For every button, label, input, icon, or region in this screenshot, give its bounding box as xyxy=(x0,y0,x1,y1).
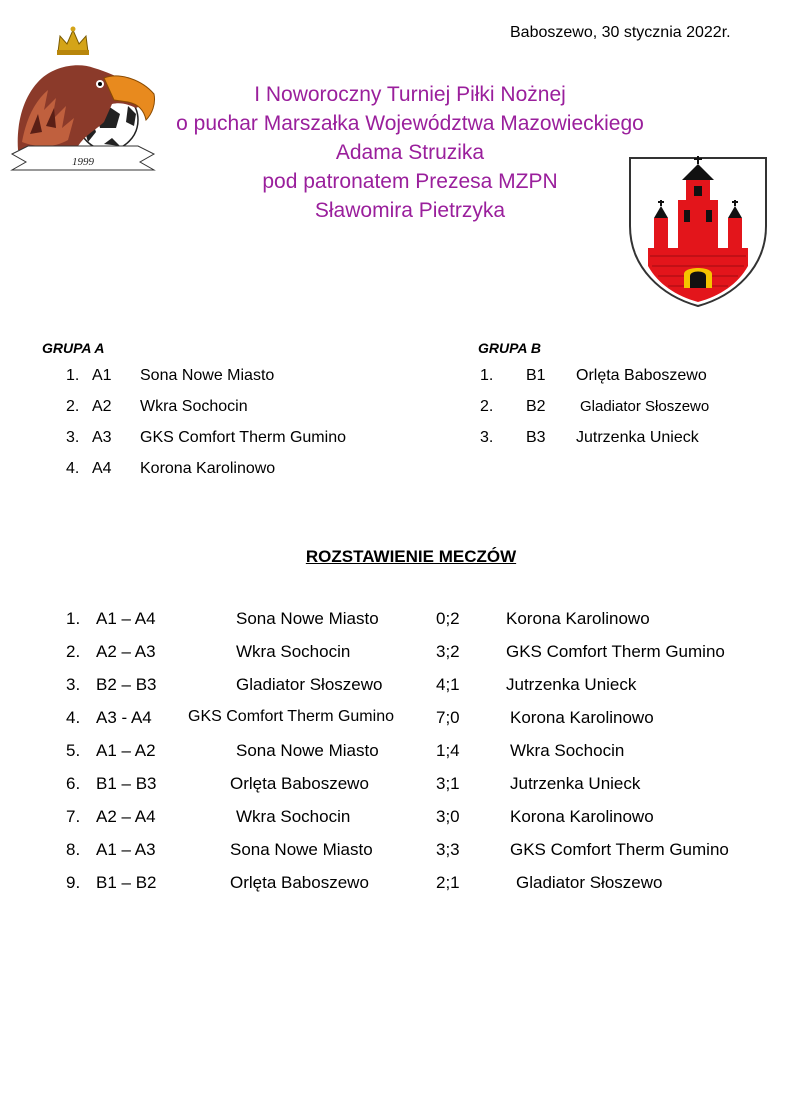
crown-icon xyxy=(57,27,89,56)
list-item: 4. A4 Korona Karolinowo xyxy=(66,460,276,477)
logo-year: 1999 xyxy=(72,156,94,168)
group-b-title: GRUPA B xyxy=(478,340,541,356)
title-line: pod patronatem Prezesa MZPN xyxy=(262,170,558,193)
match-table xyxy=(0,609,790,906)
group-a-title: GRUPA A xyxy=(42,340,105,356)
table-row: 9. B1 – B2 Orlęta Baboszewo 2;1 Gladiator Słoszewo xyxy=(66,873,663,892)
table-row: 4. A3 - A4 GKS Comfort Therm Gumino 7;0 Korona Karolinowo xyxy=(66,708,654,727)
title-line: Sławomira Pietrzyka xyxy=(314,199,506,222)
schedule-title: ROZSTAWIENIE MECZÓW xyxy=(305,547,517,566)
table-row: 3. B2 – B3 Gladiator Słoszewo 4;1 Jutrzenka Unieck xyxy=(66,675,637,694)
title-line: o puchar Marszałka Województwa Mazowieckiego xyxy=(176,112,644,135)
table-row: 8. A1 – A3 Sona Nowe Miasto 3;3 GKS Comfort Therm Gumino xyxy=(66,840,729,859)
club-logo-eagle-icon xyxy=(8,22,156,172)
list-item: 1. B1 Orlęta Baboszewo xyxy=(480,367,707,384)
table-row: 1. A1 – A4 Sona Nowe Miasto 0;2 Korona Karolinowo xyxy=(66,609,650,628)
list-item: 3. A3 GKS Comfort Therm Gumino xyxy=(66,429,346,446)
title-line: I Noworoczny Turniej Piłki Nożnej xyxy=(254,83,566,106)
list-item: 2. A2 Wkra Sochocin xyxy=(66,398,248,415)
tournament-title xyxy=(150,80,670,225)
group-b-list xyxy=(0,367,790,460)
table-row: 5. A1 – A2 Sona Nowe Miasto 1;4 Wkra Sochocin xyxy=(66,741,625,760)
place-date: Baboszewo, 30 stycznia 2022r. xyxy=(510,24,731,41)
table-row: 6. B1 – B3 Orlęta Baboszewo 3;1 Jutrzenka Unieck xyxy=(66,774,641,793)
table-row: 7. A2 – A4 Wkra Sochocin 3;0 Korona Karolinowo xyxy=(66,807,654,826)
coat-of-arms-icon xyxy=(628,156,768,308)
title-line: Adama Struzika xyxy=(335,141,485,164)
list-item: 1. A1 Sona Nowe Miasto xyxy=(66,367,275,384)
list-item: 3. B3 Jutrzenka Unieck xyxy=(480,429,699,446)
table-row: 2. A2 – A3 Wkra Sochocin 3;2 GKS Comfort Therm Gumino xyxy=(66,642,725,661)
list-item: 2. B2 Gladiator Słoszewo xyxy=(480,398,710,415)
